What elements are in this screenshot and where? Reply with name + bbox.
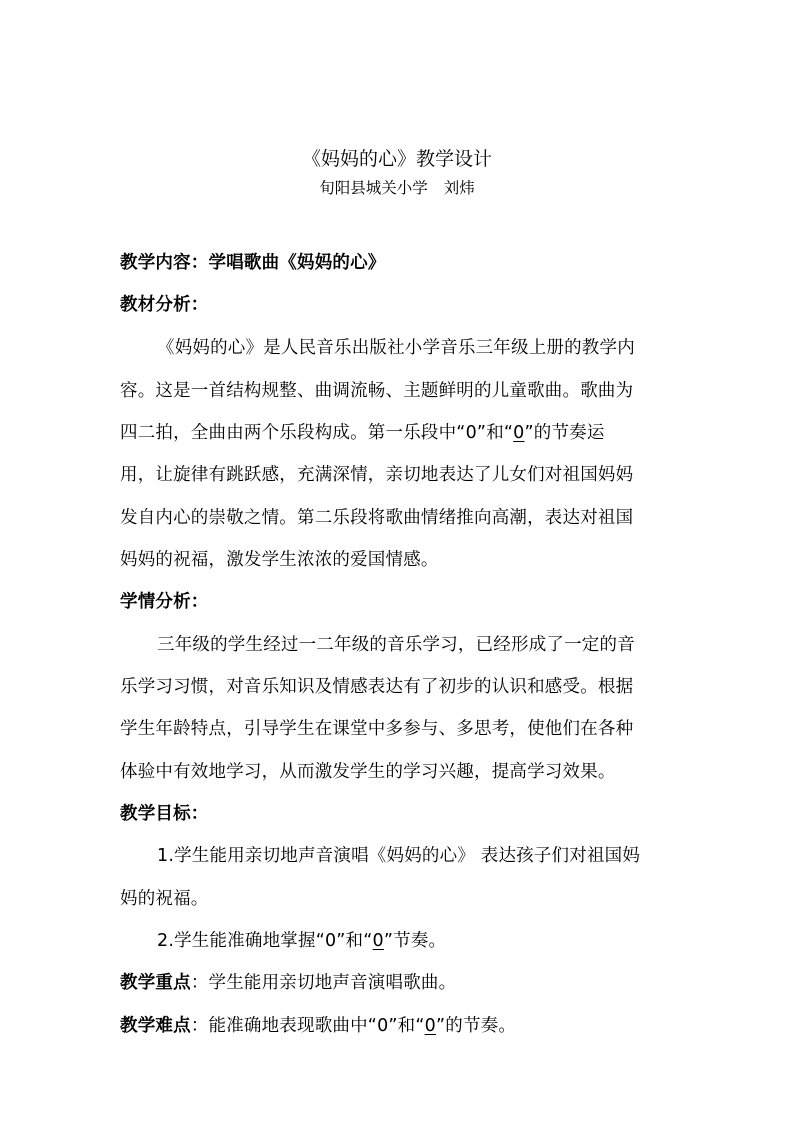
difficulty-text-segment: ：能准确地表现歌曲中“0”和“ bbox=[190, 1016, 425, 1036]
students-line: 三年级的学生经过一二年级的音乐学习，已经形成了一定的音 bbox=[157, 635, 635, 655]
difficulty-point bbox=[120, 1014, 516, 1038]
author-line bbox=[0, 178, 794, 198]
analysis-text-segment: ”和“ bbox=[476, 423, 514, 443]
students-line: 乐学习习惯，对音乐知识及情感表达有了初步的认识和感受。根据 bbox=[120, 677, 634, 697]
document-title: 《妈妈的心》教学设计 bbox=[301, 148, 492, 170]
goal-text-segment: 2.学生能准确地掌握“0”和“ bbox=[157, 931, 373, 951]
students-line: 学生年龄特点，引导学生在课堂中多参与、多思考，使他们在各种 bbox=[120, 719, 634, 739]
author-name: 刘炜 bbox=[443, 179, 475, 197]
difficulty-text-segment: ”的节奏。 bbox=[436, 1016, 517, 1036]
analysis-text-segment: ”的节奏运 bbox=[524, 423, 605, 443]
analysis-text-segment: 四二拍，全曲由两个乐段构成。第一乐段中“ bbox=[120, 423, 466, 443]
analysis-line bbox=[120, 421, 605, 445]
rhythm-symbol: 0 bbox=[465, 423, 477, 443]
analysis-heading: 教材分析： bbox=[120, 295, 209, 315]
goal-line bbox=[157, 929, 446, 953]
goal-text-segment: ”节奏。 bbox=[383, 931, 447, 951]
teaching-content: 教学内容：学唱歌曲《妈妈的心》 bbox=[120, 253, 386, 273]
key-point-label: 教学重点 bbox=[120, 973, 191, 993]
rhythm-symbol-underlined: 0 bbox=[424, 1016, 436, 1036]
rhythm-symbol-underlined: 0 bbox=[513, 423, 525, 443]
key-point-text: ：学生能用亲切地声音演唱歌曲。 bbox=[190, 973, 457, 993]
analysis-line: 发自内心的崇敬之情。第二乐段将歌曲情绪推向高潮，表达对祖国 bbox=[120, 508, 634, 528]
difficulty-label: 教学难点 bbox=[120, 1016, 191, 1036]
students-line: 体验中有效地学习，从而激发学生的学习兴趣，提高学习效果。 bbox=[120, 762, 616, 782]
school-name: 旬阳县城关小学 bbox=[319, 179, 428, 197]
goal-line: 1.学生能用亲切地声音演唱《妈妈的心》 表达孩子们对祖国妈 bbox=[157, 846, 641, 866]
key-point bbox=[120, 971, 456, 995]
analysis-line: 妈妈的祝福，激发学生浓浓的爱国情感。 bbox=[120, 550, 439, 570]
students-heading: 学情分析： bbox=[120, 592, 209, 612]
goals-heading: 教学目标： bbox=[120, 804, 209, 824]
rhythm-symbol-underlined: 0 bbox=[372, 931, 384, 951]
analysis-line: 《妈妈的心》是人民音乐出版社小学音乐三年级上册的教学内 bbox=[157, 338, 635, 358]
goal-line: 妈的祝福。 bbox=[120, 889, 209, 909]
analysis-line: 用，让旋律有跳跃感，充满深情，亲切地表达了儿女们对祖国妈妈 bbox=[120, 465, 634, 485]
analysis-line: 容。这是一首结构规整、曲调流畅、主题鲜明的儿童歌曲。歌曲为 bbox=[120, 381, 634, 401]
